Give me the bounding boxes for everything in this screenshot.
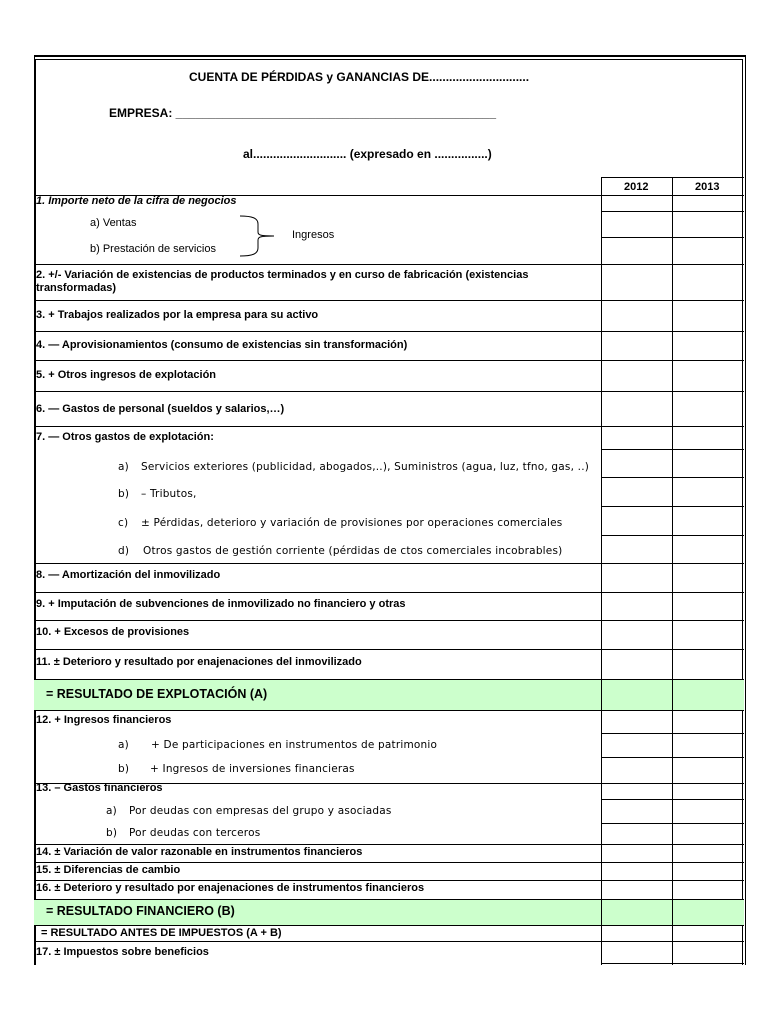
- column-divider-2012: [601, 177, 602, 965]
- row-6-label: 6. — Gastos de personal (sueldos y salarios,…): [36, 403, 285, 415]
- year-header-2012: 2012: [624, 181, 649, 193]
- result-before-tax-label: = RESULTADO ANTES DE IMPUESTOS (A + B): [41, 927, 282, 939]
- row-11-label: 11. ± Deterioro y resultado por enajenaciones del inmovilizado: [36, 656, 362, 668]
- result-a-label: = RESULTADO DE EXPLOTACIÓN (A): [46, 687, 268, 701]
- row-2-label-line-1: 2. +/- Variación de existencias de productos terminados y en curso de fabricación (existencias: [36, 269, 529, 281]
- row-15-label: 15. ± Diferencias de cambio: [36, 864, 181, 876]
- row-1b-label: b) Prestación de servicios: [90, 243, 216, 255]
- row-12a-label: + De participaciones en instrumentos de patrimonio: [151, 739, 438, 751]
- row-13b-label: Por deudas con terceros: [129, 827, 261, 839]
- row-3-label: 3. + Trabajos realizados por la empresa para su activo: [36, 309, 319, 321]
- row-17-label: 17. ± Impuestos sobre beneficios: [36, 946, 209, 958]
- statement-title: CUENTA DE PÉRDIDAS y GANANCIAS DE..............................: [189, 70, 530, 84]
- row-7c-letter: c): [118, 517, 129, 529]
- row-13-label: 13. – Gastos financieros: [36, 782, 163, 794]
- row-1a-label: a) Ventas: [90, 217, 137, 229]
- row-7d-label: Otros gastos de gestión corriente (pérdidas de ctos comerciales incobrables): [143, 545, 563, 557]
- row-7d-letter: d): [118, 545, 130, 557]
- row-1-label: 1. Importe neto de la cifra de negocios: [36, 195, 237, 207]
- row-7a-letter: a): [118, 461, 129, 473]
- row-13b-letter: b): [106, 827, 118, 839]
- row-13a-label: Por deudas con empresas del grupo y asociadas: [129, 805, 392, 817]
- row-7-label: 7. — Otros gastos de explotación:: [36, 431, 214, 443]
- year-header-2013: 2013: [695, 181, 720, 193]
- row-9-label: 9. + Imputación de subvenciones de inmovilizado no financiero y otras: [36, 598, 406, 610]
- row-2-label-line-2: transformadas): [36, 282, 117, 294]
- date-currency-line: al............................ (expresado en ................): [243, 147, 492, 161]
- row-12b-letter: b): [118, 763, 130, 775]
- income-statement-sheet: [34, 55, 746, 965]
- row-14-label: 14. ± Variación de valor razonable en instrumentos financieros: [36, 846, 363, 858]
- row-7b-label: – Tributos,: [141, 488, 197, 500]
- row-7c-label: ± Pérdidas, deterioro y variación de provisiones por operaciones comerciales: [141, 517, 563, 529]
- row-8-label: 8. — Amortización del inmovilizado: [36, 569, 221, 581]
- row-10-label: 10. + Excesos de provisiones: [36, 626, 190, 638]
- row-16-label: 16. ± Deterioro y resultado por enajenaciones de instrumentos financieros: [36, 882, 425, 894]
- result-b-label: = RESULTADO FINANCIERO (B): [46, 904, 235, 918]
- row-12a-letter: a): [118, 739, 129, 751]
- row-5-label: 5. + Otros ingresos de explotación: [36, 369, 217, 381]
- column-divider-2013: [672, 177, 673, 965]
- row-12b-label: + Ingresos de inversiones financieras: [150, 763, 355, 775]
- ingresos-brace-label: Ingresos: [292, 229, 335, 241]
- row-13a-letter: a): [106, 805, 117, 817]
- row-7a-label: Servicios exteriores (publicidad, abogados,..), Suministros (agua, luz, tfno, gas, ..): [141, 461, 590, 473]
- company-field: EMPRESA: ________________________________________________: [109, 106, 497, 120]
- row-7b-letter: b): [118, 488, 130, 500]
- row-12-label: 12. + Ingresos financieros: [36, 714, 172, 726]
- row-4-label: 4. — Aprovisionamientos (consumo de existencias sin transformación): [36, 339, 408, 351]
- curly-brace-icon: [238, 214, 278, 258]
